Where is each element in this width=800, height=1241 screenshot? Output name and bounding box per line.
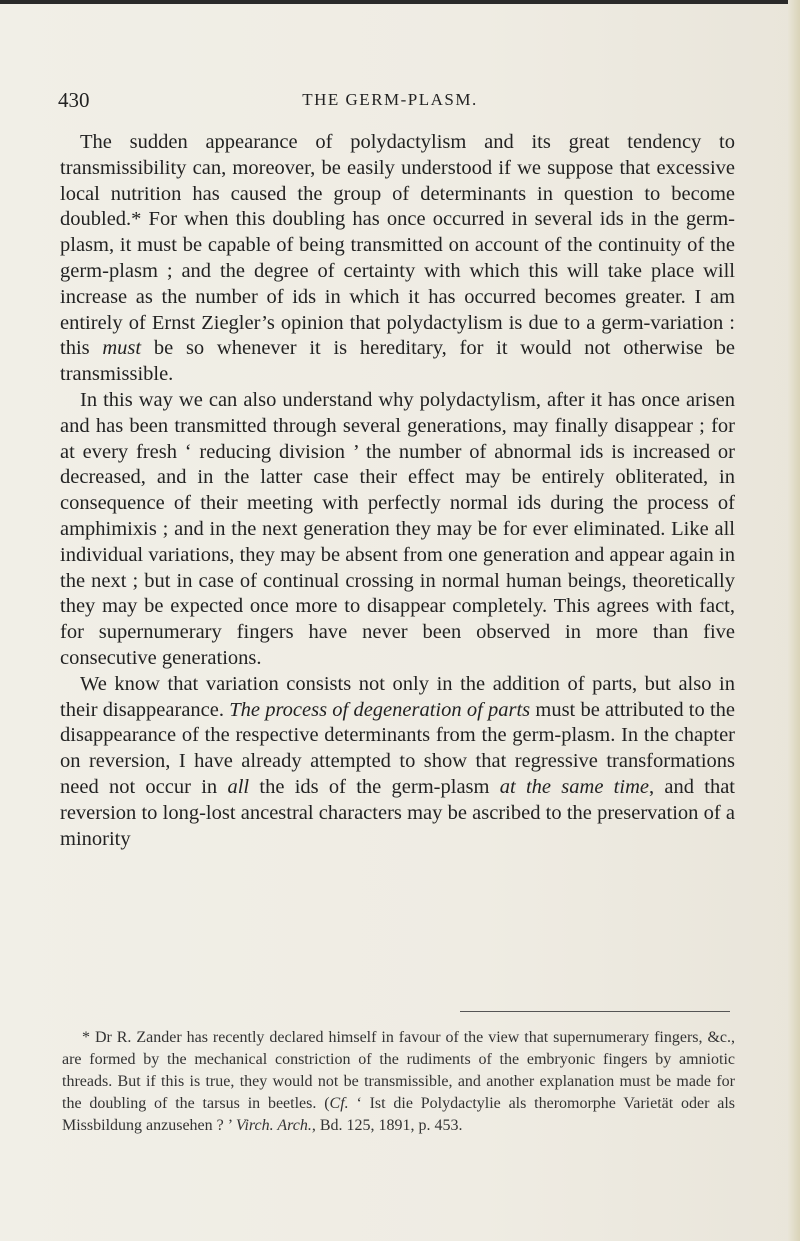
- page-number: 430: [58, 88, 90, 112]
- text-run: be so whenever it is hereditary, for it would not otherwise be transmissible.: [60, 337, 735, 386]
- text-run: We know that variation consists not only in the addition of parts, but also in their disappearance.: [60, 672, 735, 721]
- body-text: [60, 130, 735, 852]
- text-run: * Dr R. Zander has recently declared himself in favour of the view that supernumerary fingers, &c., are formed by the mechanical constriction of the rudiments of the embryonic fingers by amniotic threads. But if this is true, they would not be transmissible, and another explanation must be made for the doubling of the tarsus in beetles. (: [62, 1029, 735, 1112]
- paragraph-polydactylism-disappearance: [60, 388, 735, 672]
- paragraph-polydactylism-origin: [60, 130, 735, 388]
- footnote-divider: [460, 1011, 730, 1012]
- emphasis-all: all: [227, 775, 250, 798]
- emphasis-must: must: [102, 337, 142, 360]
- running-head: THE GERM-PLASM.: [302, 90, 478, 109]
- text-run: , Bd. 125, 1891, p. 453.: [311, 1117, 463, 1134]
- emphasis-process-of-degeneration: The process of degeneration of parts: [229, 698, 531, 721]
- text-run: the ids of the germ-plasm: [249, 775, 500, 798]
- emphasis-journal-title: Virch. Arch.: [235, 1117, 312, 1134]
- emphasis-at-the-same-time: at the same time: [499, 775, 649, 798]
- page-header: [40, 88, 740, 118]
- text-run: ‘ Ist die Polydactylie als theromorphe Varietät oder als Missbildung anzusehen ? ’: [62, 1095, 736, 1134]
- text-run: must be attributed to the disappearance of the respective determinants from the germ-plasm. In the chapter on reversion, I have already attempted to show that regressive transformations need not occur in: [60, 698, 736, 798]
- emphasis-cf: Cf.: [329, 1095, 349, 1112]
- text-run: The sudden appearance of polydactylism and its great tendency to transmissibility can, moreover, be easily understood if we suppose that excessive local nutrition has caused the group of determinants in question to become doubled.* For when this doubling has once occurred in several ids in the germ-plasm, it must be capable of being transmitted on account of the continuity of the germ-plasm ; and the degree of certainty with which this will take place will increase as the number of ids in which it has occurred becomes greater. I am entirely of Ernst Ziegler’s opinion that polydactylism is due to a germ-variation : this: [60, 131, 735, 360]
- scan-top-edge: [0, 0, 800, 4]
- page-fore-edge: [788, 0, 800, 1241]
- text-run: , and that reversion to long-lost ancestral characters may be ascribed to the preservation of a minority: [60, 775, 735, 850]
- paragraph-degeneration: [60, 672, 735, 853]
- text-run: In this way we can also understand why polydactylism, after it has once arisen and has been transmitted through several generations, may finally disappear ; for at every fresh ‘ reducing division ’ the number of abnormal ids is increased or decreased, and in the latter case their effect may be entirely obliterated, in consequence of their meeting with perfectly normal ids during the process of amphimixis ; and in the next generation they may be for ever eliminated. Like all individual variations, they may be absent from one generation and appear again in the next ; but in case of continual crossing in normal human beings, theoretically they may be expected once more to disappear completely. This agrees with fact, for supernumerary fingers have never been observed in more than five consecutive generations.: [60, 388, 735, 669]
- footnote: [62, 1027, 735, 1137]
